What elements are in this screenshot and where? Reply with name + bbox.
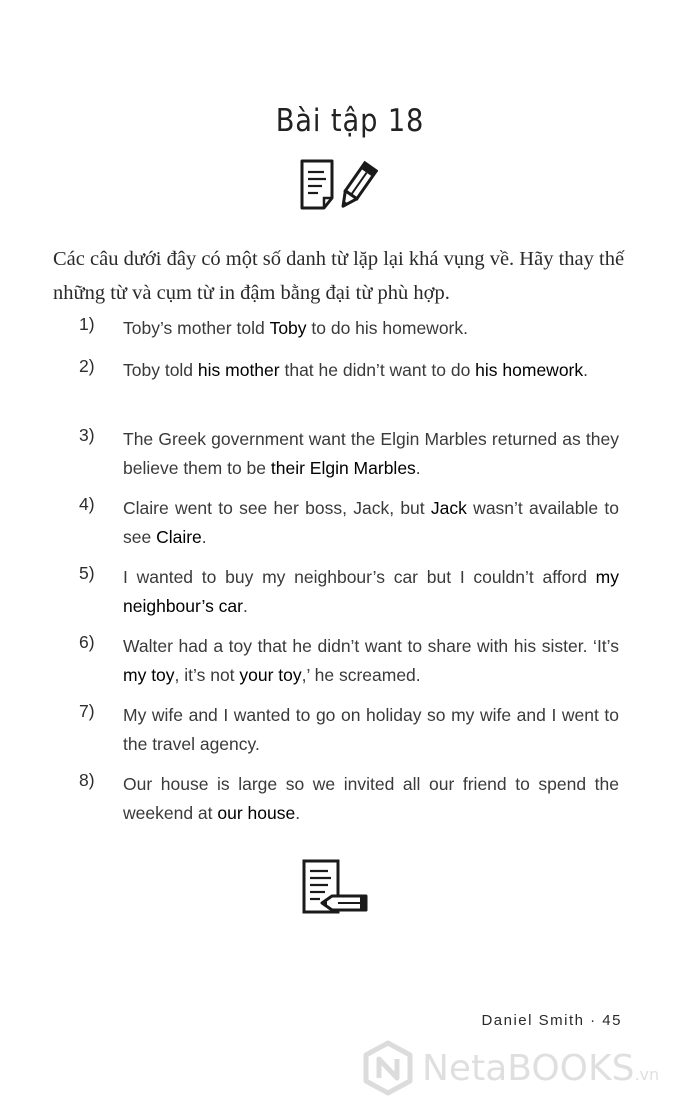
exercise-number: 1) [79,314,95,334]
highlighted-phrase: our house [217,803,296,823]
exercise-text [123,314,619,343]
highlighted-phrase: your toy [239,665,302,685]
page-title: Bài tập 18 [275,103,425,139]
sentence-part: wasn’t available to see [123,498,619,547]
page-footer: Daniel Smith · 45 [481,1012,622,1029]
sentence-part: to do his homework. [306,318,468,338]
exercise-text [123,356,619,385]
highlighted-phrase: Jack [430,498,467,518]
sentence-part: The Greek government want the Elgin Marbles returned as they believe them to be [123,429,619,478]
sentence-part: . [201,527,207,547]
exercise-text [123,494,619,552]
exercise-text [123,563,619,621]
sentence-part: . [415,458,421,478]
watermark-brand: NetaBOOKS [422,1047,635,1089]
document-pencil-icon [296,158,378,214]
netabooks-logo-icon [360,1040,416,1096]
highlighted-phrase: their Elgin Marbles [270,458,416,478]
sentence-part: . [583,360,589,380]
sentence-part: , it’s not [174,665,240,685]
watermark [360,1040,659,1096]
exercise-text [123,770,619,828]
highlighted-phrase: my toy [123,665,175,685]
exercise-number: 7) [79,701,95,721]
sentence-part: Walter had a toy that he didn’t want to share with his sister. ‘It’s [123,636,619,656]
highlighted-phrase: Toby [269,318,307,338]
exercise-number: 4) [79,494,95,514]
exercise-text [123,632,619,690]
watermark-suffix: .vn [634,1064,660,1084]
exercise-text [123,425,619,483]
sentence-part: . [295,803,301,823]
watermark-text [422,1048,659,1089]
highlighted-phrase: my neighbour’s car [123,567,619,616]
sentence-part: I wanted to buy my neighbour’s car but I couldn’t afford [123,567,596,587]
highlighted-phrase: Claire [156,527,202,547]
exercise-number: 3) [79,425,95,445]
exercise-text [123,701,619,759]
intro-paragraph: Các câu dưới đây có một số danh từ lặp lại khá vụng về. Hãy thay thế những từ và cụm từ in đậm bằng đại từ phù hợp. [53,248,625,304]
sentence-part: Toby’s mother told [123,318,270,338]
sentence-part: ,’ he screamed. [301,665,421,685]
sentence-part: Our house is large so we invited all our friend to spend the weekend at [123,774,619,823]
sentence-part: Toby told [123,360,198,380]
exercise-number: 5) [79,563,95,583]
highlighted-phrase: his homework [475,360,584,380]
highlighted-phrase: his mother [197,360,280,380]
sentence-part: that he didn’t want to do [279,360,476,380]
exercise-number: 2) [79,356,95,376]
exercise-number: 8) [79,770,95,790]
exercise-number: 6) [79,632,95,652]
sentence-part: My wife and I wanted to go on holiday so my wife and I went to the travel agency. [123,705,619,754]
sentence-part: Claire went to see her boss, Jack, but [123,498,431,518]
sentence-part: . [243,596,248,616]
document-pencil-icon [300,858,372,916]
